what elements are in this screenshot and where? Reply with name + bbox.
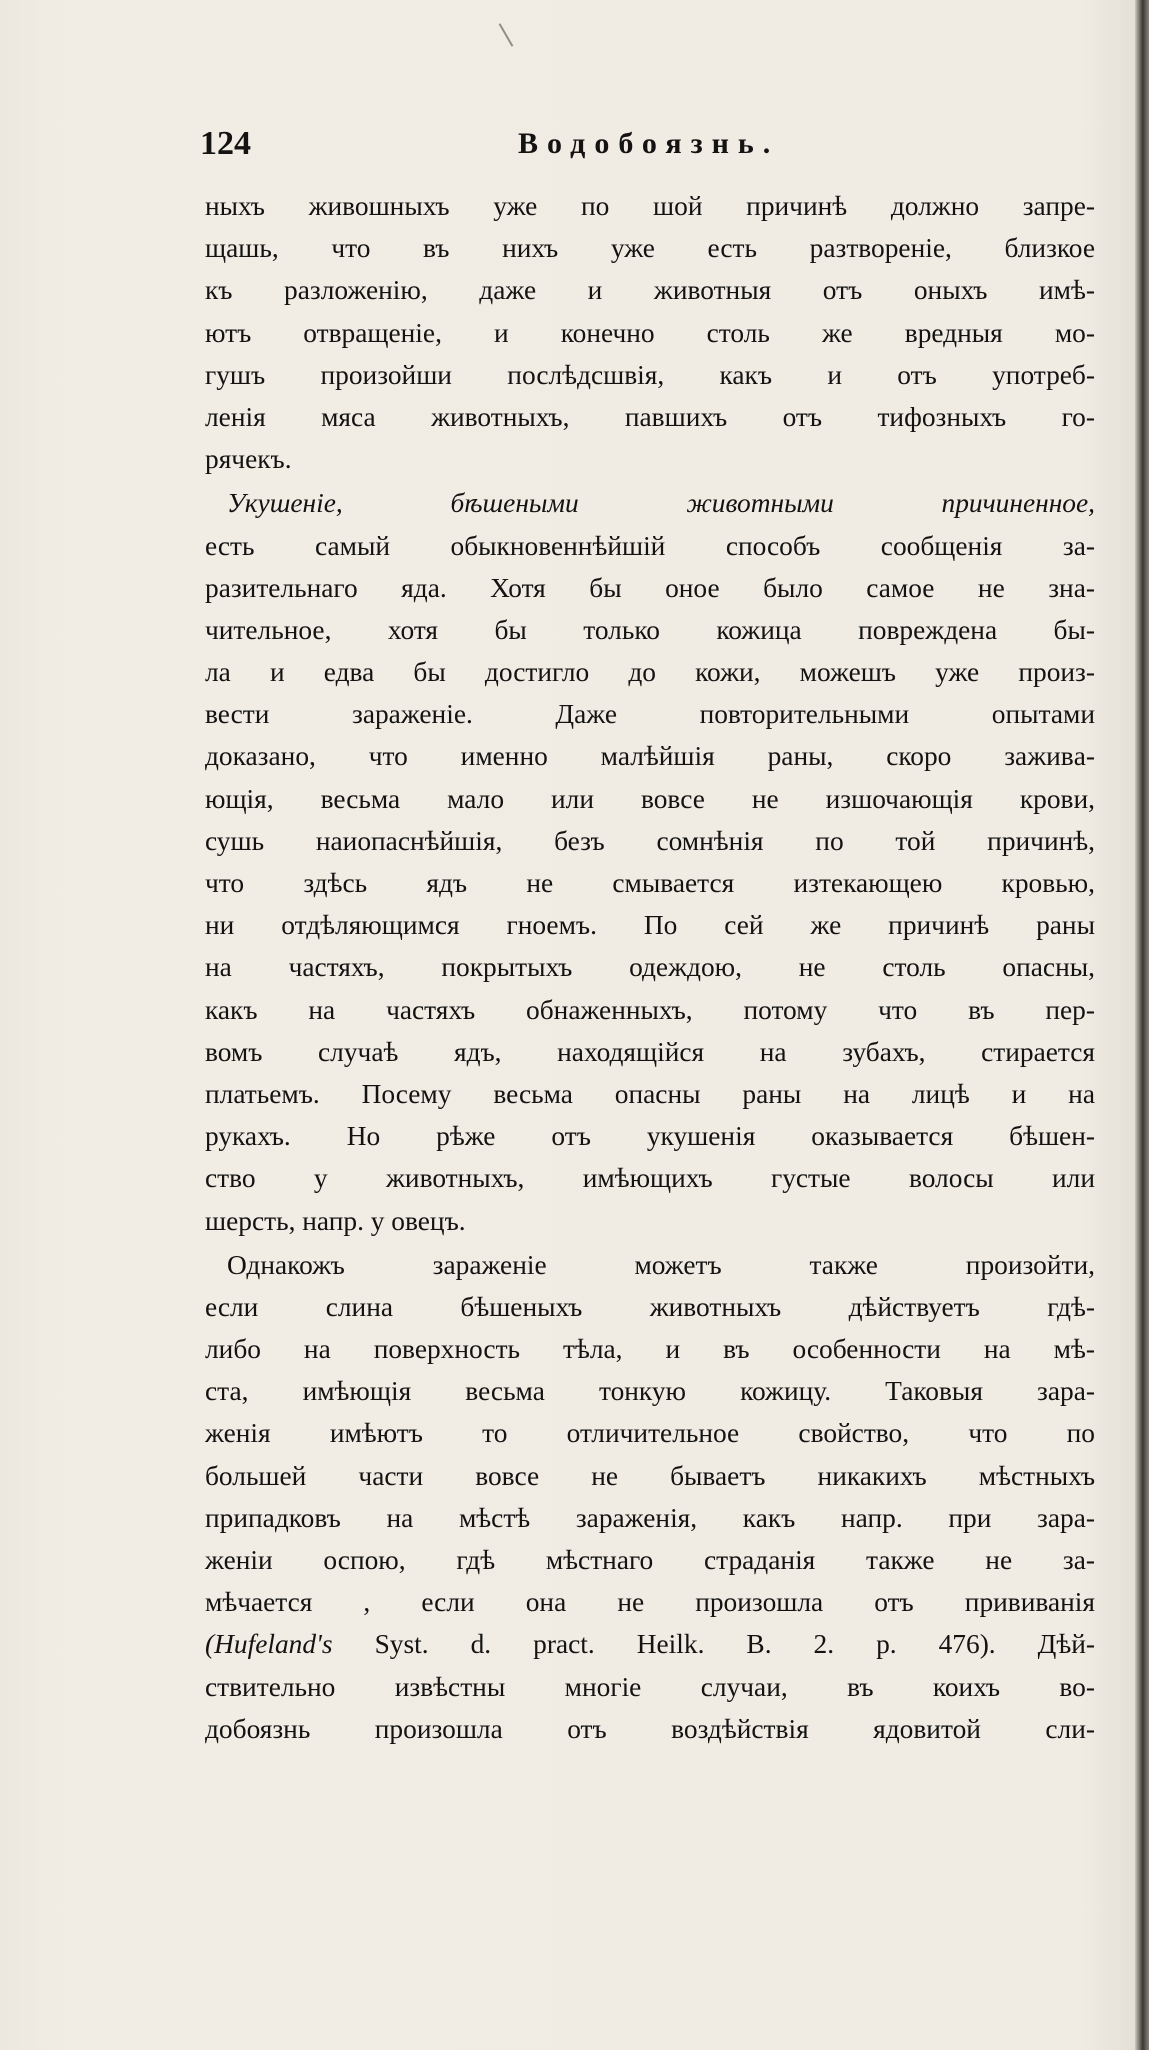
text-line: ныхъ живошныхъ уже по шой причинѣ должно запре-: [205, 191, 1095, 221]
text-line: если слина бѣшеныхъ животныхъ дѣйствуетъ гдѣ-: [205, 1291, 1095, 1322]
text-line: ющія, весьма мало или вовсе не изшочающія крови,: [205, 783, 1095, 814]
text-line: ютъ отвращеніе, и конечно столь же вредныя мо-: [205, 317, 1095, 348]
text-line: на частяхъ, покрытыхъ одеждою, не столь опасны,: [205, 952, 1095, 983]
text-line: ство у животныхъ, имѣющихъ густые волосы или: [205, 1163, 1095, 1194]
text-line: платьемъ. Посему весьма опасны раны на лицѣ и на: [205, 1078, 1095, 1109]
text-line: какъ на частяхъ обнаженныхъ, потому что въ пер-: [205, 994, 1095, 1025]
text-line: рукахъ. Но рѣже отъ укушенія оказывается бѣшен-: [205, 1121, 1095, 1152]
text-line: женія имѣютъ то отличительное свойство, что по: [205, 1418, 1095, 1449]
text-line: большей части вовсе не бываетъ никакихъ мѣстныхъ: [205, 1460, 1095, 1491]
text-line-paragraph-start: Однакожъ зараженіе можетъ также произойти,: [227, 1249, 1095, 1280]
page-header: [200, 125, 1080, 175]
citation-text: Syst. d. pract. Heilk. B. 2. p. 476). Дѣй-: [374, 1629, 1095, 1660]
text-line: мѣчается , если она не произошла отъ прививанія: [205, 1587, 1095, 1618]
text-line: ни отдѣляющимся гноемъ. По сей же причинѣ раны: [205, 910, 1095, 941]
text-line: шерсть, напр. у овецъ.: [205, 1205, 466, 1236]
text-line: гушъ произойши послѣдсшвія, какъ и отъ употреб-: [205, 359, 1095, 390]
text-line: доказано, что именно малѣйшія раны, скоро заживa-: [205, 741, 1095, 772]
text-line: ла и едва бы достигло до кожи, можешъ уже произ-: [205, 657, 1095, 688]
text-line: припадковъ на мѣстѣ зараженія, какъ напр. при зара-: [205, 1502, 1095, 1533]
text-line: къ разложенію, даже и животныя отъ оныхъ имѣ-: [205, 275, 1095, 306]
text-line: вомъ случаѣ ядъ, находящійся на зубахъ, стирается: [205, 1036, 1095, 1067]
text-line: вести зараженіе. Даже повторительными опытами: [205, 699, 1095, 730]
text-line: ствительно извѣстны многіе случаи, въ коихъ во-: [205, 1671, 1095, 1702]
italic-phrase: бѣшеными животными причиненное,: [450, 488, 1095, 519]
text-line: либо на поверхность тѣла, и въ особенности на мѣ-: [205, 1334, 1095, 1365]
italic-lead-word: Укушеніе,: [227, 488, 343, 519]
text-line: есть самый обыкновеннѣйшій способъ сообщенія за-: [205, 530, 1095, 561]
page-binding-edge: [1135, 0, 1149, 2050]
text-line: ленія мяса животныхъ, павшихъ отъ тифозныхъ го-: [205, 401, 1095, 432]
text-line-citation: [205, 1623, 1095, 1665]
text-line: ста, имѣющія весьма тонкую кожицу. Таковыя зара-: [205, 1376, 1095, 1407]
text-line: что здѣсь ядъ не смывается изтекающею кровью,: [205, 868, 1095, 898]
text-line: чительное, хотя бы только кожица повреждена бы-: [205, 614, 1095, 645]
body-text: [205, 185, 1095, 1750]
text-line: разительнаго яда. Хотя бы оное было самое не зна-: [205, 572, 1095, 603]
scan-artifact-mark: [499, 23, 514, 47]
text-line-paragraph-start: [205, 482, 1095, 524]
citation-author: (Hufeland's: [205, 1629, 333, 1660]
running-title: Водобоязнь.: [518, 127, 780, 160]
text-line: женіи оспою, гдѣ мѣстнаго страданія также не за-: [205, 1545, 1095, 1575]
text-line: сушь наиопаснѣйшія, безъ сомнѣнія по той причинѣ,: [205, 825, 1095, 856]
text-line: рячекъ.: [205, 444, 292, 475]
page-number: 124: [200, 125, 251, 162]
text-line: щашь, что въ нихъ уже есть разтвореніе, близкое: [205, 233, 1095, 264]
text-line: добоязнь произошла отъ воздѣйствія ядовитой сли-: [205, 1713, 1095, 1744]
